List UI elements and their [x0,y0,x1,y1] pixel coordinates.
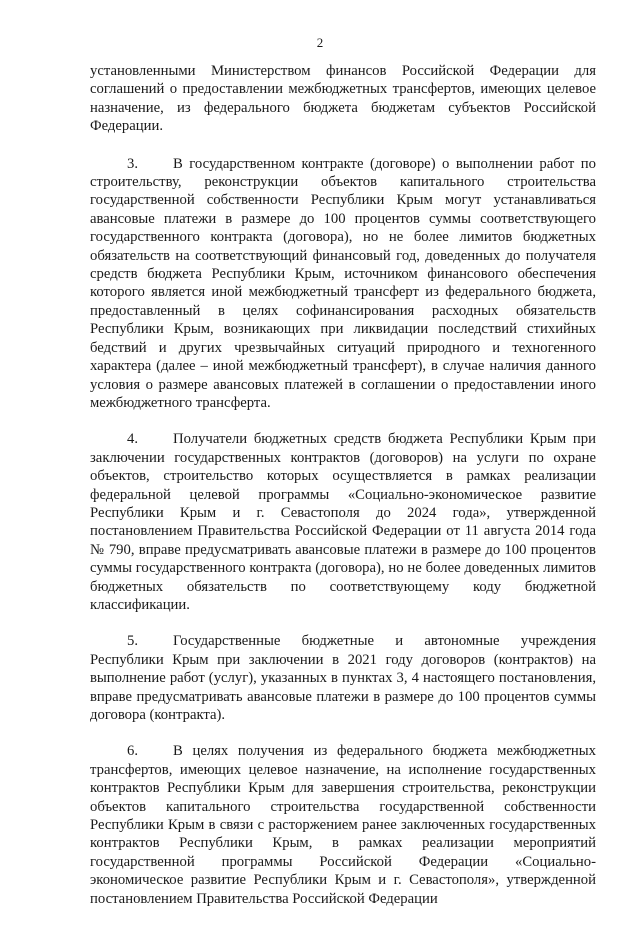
paragraph-number: 4. [127,431,139,448]
paragraph-continuation [90,62,596,136]
paragraph-number: 5. [127,633,139,650]
paragraph-text: установленными Министерством финансов Российской Федерации для соглашений о предоставлении межбюджетных трансфертов, имеющих целевое назначение, из федерального бюджета бюджетам субъектов Российской Федерации. [90,63,596,135]
paragraph-number: 6. [127,743,139,760]
paragraph-4 [90,430,596,614]
page-number: 2 [316,35,324,50]
paragraph-3 [90,155,596,413]
paragraph-number: 3. [127,155,139,172]
document-body [90,62,596,926]
paragraph-text: Получатели бюджетных средств бюджета Республики Крым при заключении государственных контрактов (договоров) на услуги по охране объектов, строительство которых осуществляется в рамках реализации федеральной целевой программы «Социально-экономическое развитие Республики Крым и г. Севастополя до 2024 года», утвержденной постановлением Правительства Российской Федерации от 11 августа 2014 года № 790, вправе предусматривать авансовые платежи в размере до 100 процентов суммы государственного контракта (договора), но не более доведенных лимитов бюджетных обязательств по соответствующему коду бюджетной классификации. [90,431,596,613]
paragraph-text: Государственные бюджетные и автономные учреждения Республики Крым при заключении в 2021 году договоров (контрактов) на выполнение работ (услуг), указанных в пунктах 3, 4 настоящего постановления, вправе предусматривать авансовые платежи в размере до 100 процентов суммы договора (контракта). [90,633,596,723]
paragraph-text: В государственном контракте (договоре) о выполнении работ по строительству, реконструкции объектов капитального строительства государственной собственности Республики Крым могут устанавливаться авансовые платежи в размере до 100 процентов суммы соответствующего государственного контракта (договора), но не более лимитов бюджетных обязательств на соответствующий финансовый год, доведенных до получателя средств бюджета Республики Крым, источником финансового обеспечения которого является иной межбюджетный трансферт из федерального бюджета, предоставленный в целях софинансирования расходных обязательств Республики Крым, возникающих при ликвидации последствий стихийных бедствий и других чрезвычайных ситуаций природного и техногенного характера (далее – иной межбюджетный трансферт), в случае наличия данного условия о размере авансовых платежей в соглашении о предоставлении иного межбюджетного трансферта. [90,155,596,411]
paragraph-6 [90,742,596,908]
paragraph-5 [90,632,596,724]
paragraph-text: В целях получения из федерального бюджета межбюджетных трансфертов, имеющих целевое назначение, на исполнение государственных контрактов Республики Крым для завершения строительства, реконструкции объектов капитального строительства государственной собственности Республики Крым в связи с расторжением ранее заключенных государственных контрактов Республики Крым, в рамках реализации мероприятий государственной программы Российской Федерации «Социально-экономическое развитие Республики Крым и г. Севастополя», утвержденной постановлением Правительства Российской Федерации [90,743,596,907]
